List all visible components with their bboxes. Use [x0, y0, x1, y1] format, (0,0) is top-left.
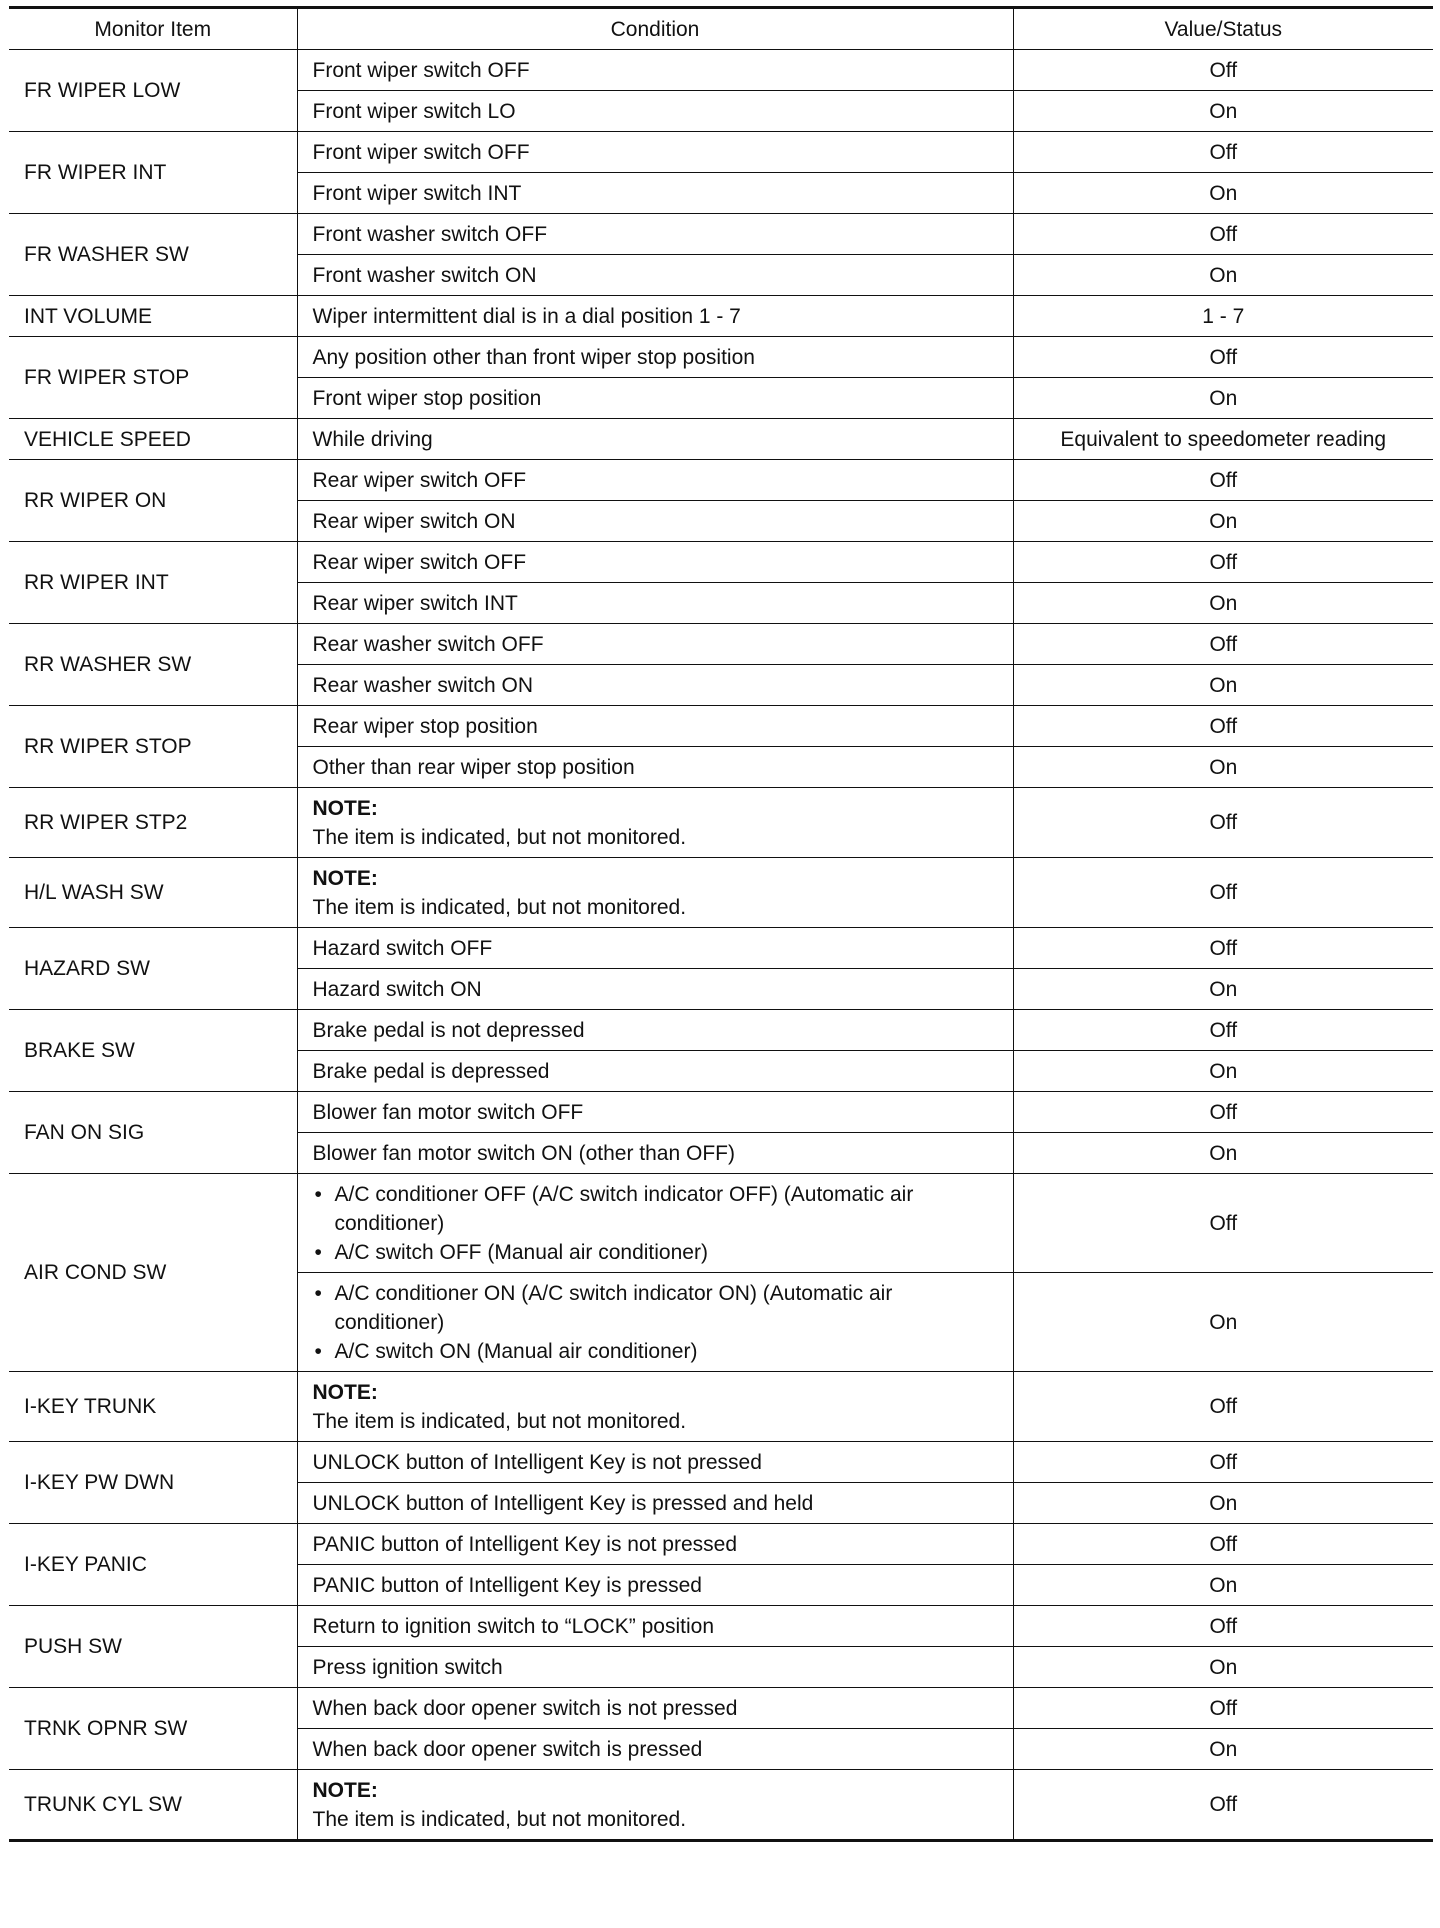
value-status-cell: On — [1013, 1051, 1433, 1092]
value-status-cell: On — [1013, 747, 1433, 788]
value-status-cell: On — [1013, 1565, 1433, 1606]
condition-cell — [297, 1372, 1013, 1442]
value-status-cell: On — [1013, 378, 1433, 419]
table-row — [9, 706, 1433, 747]
condition-cell: UNLOCK button of Intelligent Key is pressed and held — [297, 1483, 1013, 1524]
value-status-cell: Off — [1013, 1524, 1433, 1565]
condition-cell: Rear wiper switch ON — [297, 501, 1013, 542]
monitor-item-cell: H/L WASH SW — [9, 858, 297, 928]
condition-bullet-item: • A/C conditioner OFF (A/C switch indicator OFF) (Automatic air conditioner) — [313, 1180, 998, 1238]
value-status-cell: Off — [1013, 928, 1433, 969]
monitor-item-cell: RR WIPER INT — [9, 542, 297, 624]
table-row — [9, 788, 1433, 858]
table-row — [9, 1092, 1433, 1133]
value-status-cell: Off — [1013, 542, 1433, 583]
table-row — [9, 296, 1433, 337]
condition-cell: Other than rear wiper stop position — [297, 747, 1013, 788]
table-row — [9, 1770, 1433, 1841]
condition-cell: Any position other than front wiper stop position — [297, 337, 1013, 378]
condition-bullet-item: • A/C switch ON (Manual air conditioner) — [313, 1337, 998, 1366]
monitor-item-cell: HAZARD SW — [9, 928, 297, 1010]
note-label: NOTE: — [312, 1380, 378, 1404]
monitor-item-cell: RR WIPER STP2 — [9, 788, 297, 858]
value-status-cell: Off — [1013, 858, 1433, 928]
condition-cell — [297, 1174, 1013, 1273]
note-label: NOTE: — [312, 866, 378, 890]
condition-cell: Front wiper switch INT — [297, 173, 1013, 214]
condition-bullet-item: • A/C switch OFF (Manual air conditioner) — [313, 1238, 998, 1267]
table-row — [9, 542, 1433, 583]
value-status-cell: Off — [1013, 1770, 1433, 1841]
condition-cell: Front wiper switch OFF — [297, 132, 1013, 173]
value-status-cell: Off — [1013, 706, 1433, 747]
value-status-cell: On — [1013, 1273, 1433, 1372]
monitor-item-cell: TRUNK CYL SW — [9, 1770, 297, 1841]
header-row — [9, 8, 1433, 50]
table-row — [9, 337, 1433, 378]
condition-cell: Rear washer switch OFF — [297, 624, 1013, 665]
monitor-item-cell: BRAKE SW — [9, 1010, 297, 1092]
value-status-cell: Off — [1013, 460, 1433, 501]
condition-cell — [297, 1273, 1013, 1372]
table-body — [9, 50, 1433, 1841]
condition-cell: Brake pedal is depressed — [297, 1051, 1013, 1092]
value-status-cell: On — [1013, 1483, 1433, 1524]
value-status-cell: Off — [1013, 1606, 1433, 1647]
value-status-cell: On — [1013, 1729, 1433, 1770]
value-status-cell: Equivalent to speedometer reading — [1013, 419, 1433, 460]
table-row — [9, 132, 1433, 173]
condition-cell: Blower fan motor switch OFF — [297, 1092, 1013, 1133]
table-row — [9, 50, 1433, 91]
value-status-cell: On — [1013, 665, 1433, 706]
header-value-status: Value/Status — [1013, 8, 1433, 50]
condition-cell: Hazard switch ON — [297, 969, 1013, 1010]
monitor-item-cell: FR WIPER STOP — [9, 337, 297, 419]
value-status-cell: Off — [1013, 337, 1433, 378]
value-status-cell: Off — [1013, 1174, 1433, 1273]
value-status-cell: On — [1013, 969, 1433, 1010]
value-status-cell: 1 - 7 — [1013, 296, 1433, 337]
condition-cell: Brake pedal is not depressed — [297, 1010, 1013, 1051]
condition-cell — [297, 1770, 1013, 1841]
monitor-item-cell: FR WASHER SW — [9, 214, 297, 296]
monitor-item-cell: INT VOLUME — [9, 296, 297, 337]
condition-cell — [297, 788, 1013, 858]
value-status-cell: Off — [1013, 50, 1433, 91]
monitor-item-cell: FAN ON SIG — [9, 1092, 297, 1174]
condition-cell: Rear wiper switch INT — [297, 583, 1013, 624]
monitor-item-cell: RR WIPER STOP — [9, 706, 297, 788]
condition-bullet-list — [313, 1180, 998, 1267]
value-status-cell: On — [1013, 583, 1433, 624]
value-status-cell: Off — [1013, 788, 1433, 858]
monitor-item-cell: RR WASHER SW — [9, 624, 297, 706]
monitor-item-cell: VEHICLE SPEED — [9, 419, 297, 460]
monitor-item-cell: FR WIPER LOW — [9, 50, 297, 132]
value-status-cell: Off — [1013, 1010, 1433, 1051]
value-status-cell: On — [1013, 1647, 1433, 1688]
condition-cell: Front washer switch OFF — [297, 214, 1013, 255]
condition-cell: PANIC button of Intelligent Key is not pressed — [297, 1524, 1013, 1565]
condition-cell: When back door opener switch is pressed — [297, 1729, 1013, 1770]
value-status-cell: Off — [1013, 1442, 1433, 1483]
table-row — [9, 1524, 1433, 1565]
value-status-cell: Off — [1013, 132, 1433, 173]
condition-bullet-item: • A/C conditioner ON (A/C switch indicator ON) (Automatic air conditioner) — [313, 1279, 998, 1337]
value-status-cell: Off — [1013, 1688, 1433, 1729]
condition-cell: Front washer switch ON — [297, 255, 1013, 296]
table-row — [9, 214, 1433, 255]
value-status-cell: On — [1013, 173, 1433, 214]
condition-cell: While driving — [297, 419, 1013, 460]
table-row — [9, 928, 1433, 969]
value-status-cell: On — [1013, 1133, 1433, 1174]
condition-cell: Hazard switch OFF — [297, 928, 1013, 969]
condition-cell: Front wiper switch OFF — [297, 50, 1013, 91]
condition-cell — [297, 858, 1013, 928]
condition-cell: When back door opener switch is not pressed — [297, 1688, 1013, 1729]
note-text: The item is indicated, but not monitored. — [312, 895, 687, 919]
table-row — [9, 1372, 1433, 1442]
value-status-cell: On — [1013, 91, 1433, 132]
table-row — [9, 858, 1433, 928]
table-row — [9, 1174, 1433, 1273]
note-label: NOTE: — [312, 796, 378, 820]
condition-cell: Rear wiper switch OFF — [297, 460, 1013, 501]
monitor-item-cell: PUSH SW — [9, 1606, 297, 1688]
monitor-item-cell: I-KEY PANIC — [9, 1524, 297, 1606]
header-monitor-item: Monitor Item — [9, 8, 297, 50]
condition-cell: Wiper intermittent dial is in a dial position 1 - 7 — [297, 296, 1013, 337]
condition-bullet-list — [313, 1279, 998, 1366]
condition-cell: Rear washer switch ON — [297, 665, 1013, 706]
value-status-cell: Off — [1013, 1372, 1433, 1442]
monitor-item-cell: FR WIPER INT — [9, 132, 297, 214]
value-status-cell: On — [1013, 255, 1433, 296]
table-row — [9, 460, 1433, 501]
condition-cell: Front wiper switch LO — [297, 91, 1013, 132]
value-status-cell: On — [1013, 501, 1433, 542]
condition-cell: Rear wiper switch OFF — [297, 542, 1013, 583]
note-label: NOTE: — [312, 1778, 378, 1802]
note-text: The item is indicated, but not monitored. — [312, 1409, 687, 1433]
table-row — [9, 1010, 1433, 1051]
table-row — [9, 1688, 1433, 1729]
monitor-item-table — [9, 6, 1433, 1842]
table-row — [9, 1606, 1433, 1647]
value-status-cell: Off — [1013, 1092, 1433, 1133]
monitor-item-cell: RR WIPER ON — [9, 460, 297, 542]
note-text: The item is indicated, but not monitored. — [312, 1807, 687, 1831]
condition-cell: Rear wiper stop position — [297, 706, 1013, 747]
condition-cell: UNLOCK button of Intelligent Key is not pressed — [297, 1442, 1013, 1483]
note-text: The item is indicated, but not monitored. — [312, 825, 687, 849]
monitor-item-cell: I-KEY PW DWN — [9, 1442, 297, 1524]
header-condition: Condition — [297, 8, 1013, 50]
condition-cell: Return to ignition switch to “LOCK” position — [297, 1606, 1013, 1647]
condition-cell: Press ignition switch — [297, 1647, 1013, 1688]
table-row — [9, 624, 1433, 665]
monitor-item-cell: TRNK OPNR SW — [9, 1688, 297, 1770]
monitor-item-table-container — [9, 6, 1433, 1842]
condition-cell: Front wiper stop position — [297, 378, 1013, 419]
value-status-cell: Off — [1013, 214, 1433, 255]
value-status-cell: Off — [1013, 624, 1433, 665]
condition-cell: PANIC button of Intelligent Key is pressed — [297, 1565, 1013, 1606]
table-row — [9, 419, 1433, 460]
condition-cell: Blower fan motor switch ON (other than OFF) — [297, 1133, 1013, 1174]
monitor-item-cell: AIR COND SW — [9, 1174, 297, 1372]
monitor-item-cell: I-KEY TRUNK — [9, 1372, 297, 1442]
table-row — [9, 1442, 1433, 1483]
